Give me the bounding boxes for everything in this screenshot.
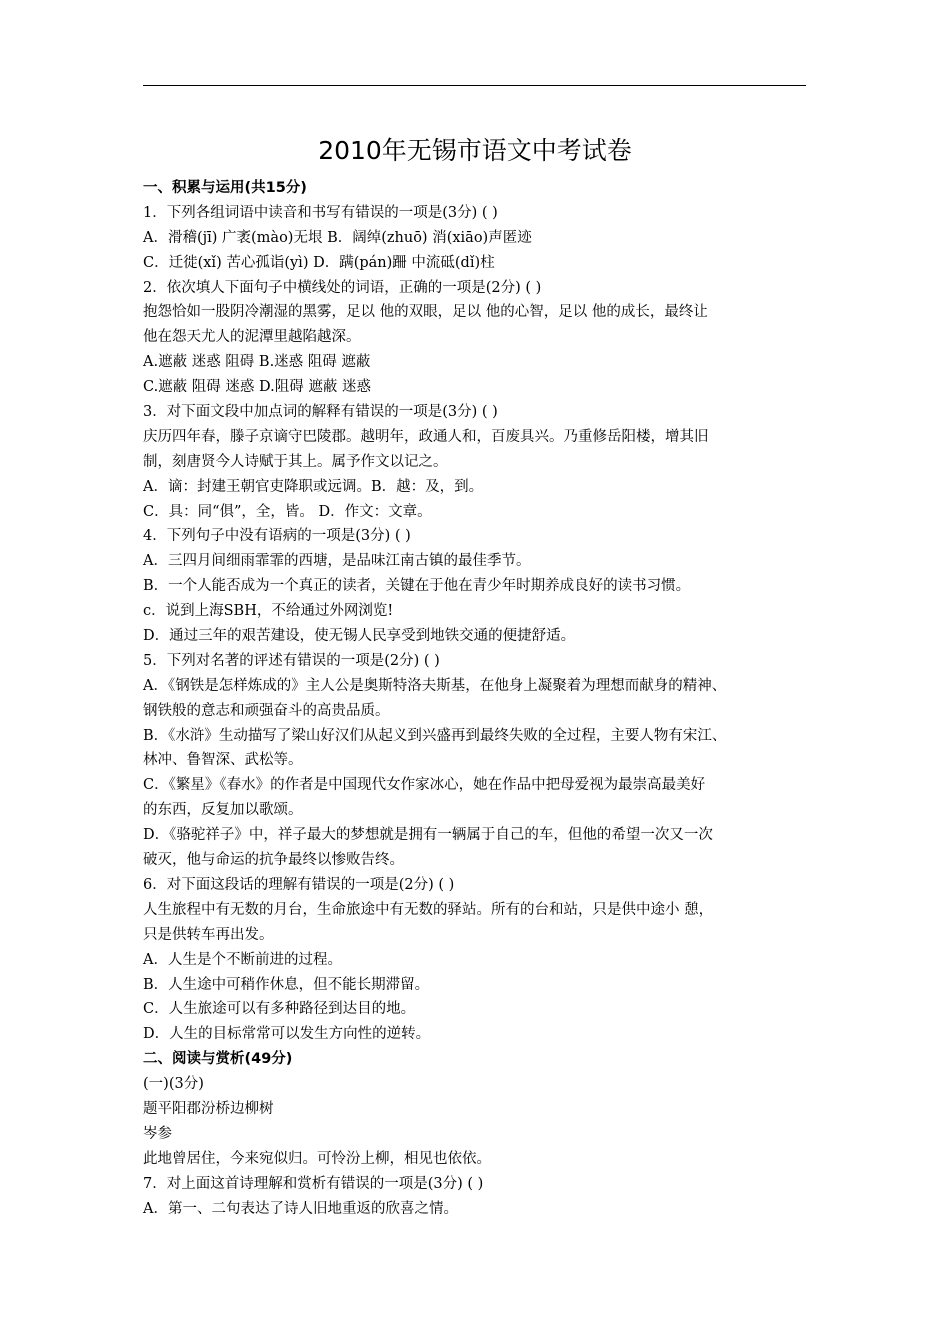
text-line: C．迁徙(xǐ) 苦心孤诣(yì) D．蹒(pán)跚 中流砥(dǐ)柱 [143,254,495,271]
text-line: B．人生途中可稍作休息，但不能长期滞留。 [143,976,430,993]
text-line: 林冲、鲁智深、武松等。 [143,752,303,769]
text-line: 4．下列句子中没有语病的一项是(3分) ( ) [143,528,411,545]
text-line: 题平阳郡汾桥边柳树 [143,1100,274,1117]
text-line: B．《水浒》生动描写了梁山好汉们从起义到兴盛再到最终失败的全过程，主要人物有宋江、 [143,727,727,744]
text-line: 制，刻唐贤今人诗赋于其上。属予作文以记之。 [143,453,448,470]
text-line: A．滑稽(jī) 广袤(mào)无垠 B．阔绰(zhuō) 消(xiāo)声匿迹 [143,229,532,246]
text-line: A．第一、二句表达了诗人旧地重返的欣喜之情。 [143,1200,458,1217]
text-line: 2．依次填人下面句子中横线处的词语，正确的一项是(2分) ( ) [143,279,542,296]
text-line: 抱怨恰如一股阴冷潮湿的黑雾，足以 他的双眼，足以 他的心智，足以 他的成长，最终让 [143,304,708,321]
section-heading: 一、积累与运用(共15分) [143,180,307,196]
text-line: D．人生的目标常常可以发生方向性的逆转。 [143,1026,431,1043]
text-line: 岑参 [143,1125,172,1142]
text-line: A．人生是个不断前进的过程。 [143,951,342,968]
text-line: 他在怨天尤人的泥潭里越陷越深。 [143,329,361,346]
text-line: C．具：同“俱”，全，皆。 D．作文：文章。 [143,503,432,520]
text-line: c．说到上海SBH，不给通过外网浏览! [143,603,394,620]
text-line: 庆历四年春，滕子京谪守巴陵郡。越明年，政通人和，百废具兴。乃重修岳阳楼，增其旧 [143,428,709,445]
text-line: 6．对下面这段话的理解有错误的一项是(2分) ( ) [143,876,455,893]
text-line: (一)(3分) [143,1076,204,1093]
text-line: C.遮蔽 阻碍 迷惑 D.阻碍 遮蔽 迷惑 [143,379,371,396]
text-line: 1．下列各组词语中读音和书写有错误的一项是(3分) ( ) [143,204,498,221]
text-line: C．《繁星》《春水》的作者是中国现代女作家冰心，她在作品中把母爱视为最崇高最美好 [143,777,706,794]
section-heading: 二、阅读与赏析(49分) [143,1051,293,1068]
text-line: 的东西，反复加以歌颂。 [143,802,303,819]
text-line: C．人生旅途可以有多种路径到达目的地。 [143,1001,416,1018]
text-line: 只是供转车再出发。 [143,926,274,943]
header-rule [143,85,806,86]
text-line: A．谪：封建王朝官吏降职或远调。B．越：及，到。 [143,478,484,495]
text-line: 7．对上面这首诗理解和赏析有错误的一项是(3分) ( ) [143,1175,484,1192]
text-line: A．《钢铁是怎样炼成的》主人公是奥斯特洛夫斯基，在他身上凝聚着为理想而献身的精神、 [143,677,727,694]
text-line: D．通过三年的艰苦建设，使无锡人民享受到地铁交通的便捷舒适。 [143,628,576,645]
page-title: 2010年无锡市语文中考试卷 [318,136,632,165]
text-line: 钢铁般的意志和顽强奋斗的高贵品质。 [143,702,390,719]
text-line: 破灭，他与命运的抗争最终以惨败告终。 [143,852,404,869]
text-line: 5．下列对名著的评述有错误的一项是(2分) ( ) [143,652,440,669]
text-line: A．三四月间细雨霏霏的西塘，是品味江南古镇的最佳季节。 [143,553,531,570]
text-line: A.遮蔽 迷惑 阻碍 B.迷惑 阻碍 遮蔽 [143,354,371,371]
text-line: B．一个人能否成为一个真正的读者，关键在于他在青少年时期养成良好的读书习惯。 [143,578,691,595]
text-line: 3．对下面文段中加点词的解释有错误的一项是(3分) ( ) [143,404,498,421]
text-line: 此地曾居住，今来宛似归。可怜汾上柳，相见也依依。 [143,1150,491,1167]
document-body [143,176,823,1221]
text-line: 人生旅程中有无数的月台，生命旅途中有无数的驿站。所有的台和站，只是供中途小 憩， [143,901,714,918]
text-line: D．《骆驼祥子》中，祥子最大的梦想就是拥有一辆属于自己的车，但他的希望一次又一次 [143,827,713,844]
